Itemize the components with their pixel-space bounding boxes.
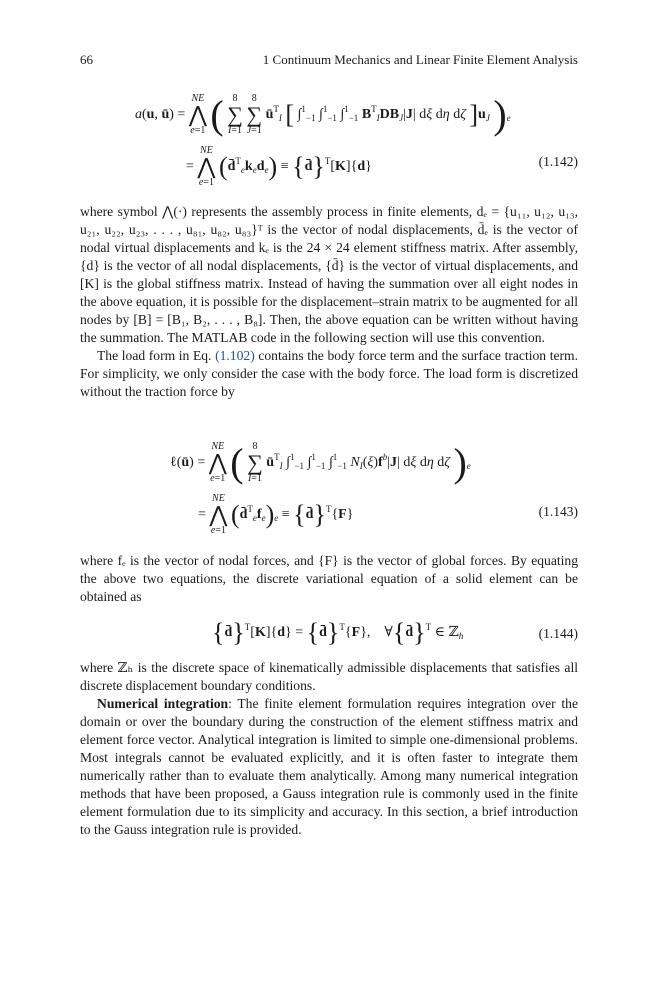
equation-1-143: ℓ(ū) = NE ⋀ e=1 ( 8 ∑ I=1 $ū^T_I$ ∫$^1_{-1}$ ∫$^1_{-1}$ ∫$^1_{-1}$ $N_I(\xi)f^b|J|$ dξ dη dζ )$_e$ = NE ⋀ e=1 $(d̄^T_ef_e)_e$ ≡ {d̄}$^T${F} (1.143) — [170, 440, 578, 536]
paragraph-assembly: where symbol ⋀(·) represents the assembly process in finite elements, dₑ = {u₁₁, u₁₂, u₁₃, u₂₁, u₂₂, u₂₃, . . . , u₈₁, u₈₂, u₈₃}ᵀ is the vector of nodal displacements, d̄ₑ is the vector of nodal virtual displacements and kₑ is the 24 × 24 element stiffness matrix. After assembly, {d} is the vector of all nodal displacements, {d̄} is the vector of virtual displacements, and [K] is the global stiffness matrix. Instead of having the summation over all eight nodes in the above equation, it is possible for the displacement–strain matrix to be augmented for all nodes by [B] = [B₁, B₂, . . . , B₈]. Then, the above equation can be written without having the summation. The MATLAB code in the following section will use this convention. — [80, 204, 578, 345]
equation-1-142: a(u, ū) = NE ⋀ e=1 ( 8 ∑ I=1 8 ∑ J=1 $ū^T_I$ [ ∫$^1_{-1}$ ∫$^1_{-1}$ ∫$^1_{-1}$ $B^T_IDB_J|J|$ dξ dη dζ ]$u_J$ )$_e$ = NE ⋀ e=1 $(d̄^T_ek_ed_e)$ ≡ {d̄}$^T$[K]{d} (1.142) — [135, 92, 578, 188]
body-text-3 — [80, 659, 578, 839]
equation-number: (1.143) — [538, 504, 578, 519]
paragraph-space: where ℤₕ is the discrete space of kinematically admissible displacements that satisfies all discrete displacement boundary conditions. — [80, 660, 578, 693]
page-number: 66 — [80, 52, 93, 67]
equation-number: (1.142) — [538, 154, 578, 169]
running-title: 1 Continuum Mechanics and Linear Finite Element Analysis — [262, 52, 578, 67]
equation-1-144: {d̄}$^T$[K]{d} = {d̄}$^T${F}, ∀{d̄}$^T$ ∈ ℤ$_h$ (1.144) — [212, 617, 578, 647]
body-text-1 — [80, 203, 578, 401]
equation-number: (1.144) — [538, 626, 578, 641]
paragraph-forces: where fₑ is the vector of nodal forces, and {F} is the vector of global forces. By equating the above two equations, the discrete variational equation of a solid element can be obtained as — [80, 553, 578, 604]
paragraph-numerical-integration: Numerical integration: The finite element formulation requires integration over the domain or over the boundary during the construction of the element stiffness matrix and element force vector. Analytical integration is limited to simple one-dimensional problems. Most integrals cannot be evaluated explicitly, and it is often faster to integrate them numerically rather than to evaluate them analytically. Among many numerical integration methods that have been proposed, a Gauss integration rule is commonly used in the finite element formulation due to its simplicity and accuracy. In this section, a brief introduction to the Gauss integration rule is provided. — [80, 696, 578, 837]
section-run-in-heading: Numerical integration — [97, 696, 229, 711]
body-text-2 — [80, 552, 578, 606]
paragraph-load-form: The load form in Eq. (1.102) contains the body force term and the surface traction term. For simplicity, we only consider the case with the body force. The load form is discretized without the traction force by — [80, 348, 579, 399]
equation-reference-link[interactable]: (1.102) — [215, 348, 255, 363]
